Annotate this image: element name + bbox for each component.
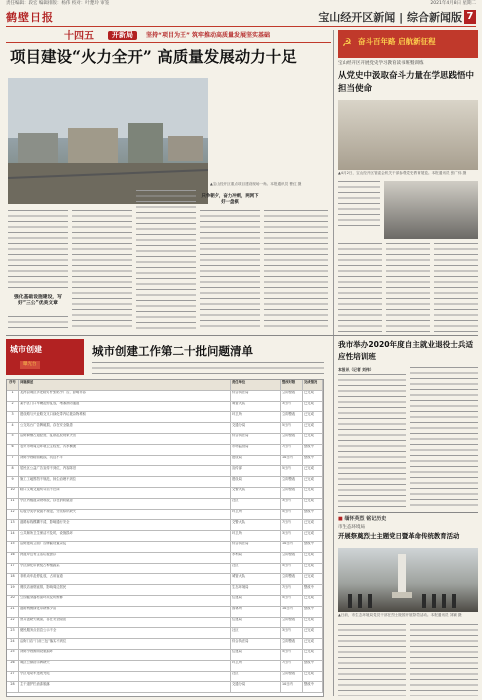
table-row bbox=[7, 391, 323, 402]
cell-desc: 施工工地围挡不规范，扬尘治理不到位 bbox=[19, 477, 231, 487]
cell-unit: 社区 bbox=[231, 499, 281, 509]
cell-no: 12 bbox=[7, 510, 19, 520]
cell-status: 已完成 bbox=[303, 553, 323, 563]
cell-status: 已完成 bbox=[303, 574, 323, 584]
cell-no: 4 bbox=[7, 423, 19, 433]
table-row bbox=[7, 574, 323, 585]
cell-desc: 农贸市场周边环境卫生较差，污水横流 bbox=[19, 445, 231, 455]
table-row bbox=[7, 423, 323, 434]
city-headline: 城市创建工作第二十批问题清单 bbox=[92, 344, 253, 358]
table-row bbox=[7, 531, 323, 542]
cell-unit: 城管大队 bbox=[231, 574, 281, 584]
cell-no: 27 bbox=[7, 672, 19, 682]
table-row bbox=[7, 477, 323, 488]
banner-tag: 十四五 bbox=[64, 31, 94, 42]
cell-unit: 综合执法局 bbox=[231, 639, 281, 649]
cell-unit: 环卫所 bbox=[231, 510, 281, 520]
issues-table bbox=[6, 379, 324, 697]
cell-deadline: 立即整改 bbox=[281, 672, 303, 682]
cell-status: 已完成 bbox=[303, 477, 323, 487]
cell-unit: 住建局 bbox=[231, 618, 281, 628]
table-row bbox=[7, 639, 323, 650]
right-bottom-col-1 bbox=[338, 624, 406, 696]
cell-unit: 社区 bbox=[231, 628, 281, 638]
right-top-photo-2 bbox=[384, 181, 478, 239]
cell-status: 已完成 bbox=[303, 412, 323, 422]
cell-status: 整改中 bbox=[303, 585, 323, 595]
banner-tag2: 开新局 bbox=[108, 31, 137, 40]
cell-status: 已完成 bbox=[303, 434, 323, 444]
mid-divider bbox=[6, 335, 478, 336]
cell-unit: 交通分局 bbox=[231, 423, 281, 433]
table-row bbox=[7, 682, 323, 693]
table-row bbox=[7, 553, 323, 564]
table-header-row bbox=[7, 380, 323, 391]
right-top-col-3 bbox=[386, 243, 430, 333]
lead-column-4 bbox=[200, 210, 260, 330]
cell-status: 已完成 bbox=[303, 596, 323, 606]
cell-status: 已完成 bbox=[303, 391, 323, 401]
cell-desc: 主干道护栏油漆脱落 bbox=[19, 682, 231, 692]
masthead bbox=[6, 9, 476, 27]
cell-unit: 环卫所 bbox=[231, 531, 281, 541]
cell-unit: 水利局 bbox=[231, 553, 281, 563]
cell-no: 8 bbox=[7, 466, 19, 476]
cell-desc: 非机动车乱停乱放，占用盲道 bbox=[19, 574, 231, 584]
cell-deadline: 7日内 bbox=[281, 520, 303, 530]
cell-status: 已完成 bbox=[303, 639, 323, 649]
cell-status: 已完成 bbox=[303, 423, 323, 433]
cell-desc: 龙河县城区多处路灯杆张贴小广告，影响市容 bbox=[19, 391, 231, 401]
right-top-headline: 从党史中汲取奋斗力量在学思践悟中担当使命 bbox=[338, 71, 475, 94]
cell-no: 17 bbox=[7, 564, 19, 574]
table-row bbox=[7, 661, 323, 672]
cell-no: 23 bbox=[7, 628, 19, 638]
cell-unit: 建设局 bbox=[231, 477, 281, 487]
cell-no: 9 bbox=[7, 477, 19, 487]
cell-deadline: 10日内 bbox=[281, 607, 303, 617]
cell-deadline: 5日内 bbox=[281, 466, 303, 476]
cell-unit: 交警大队 bbox=[231, 488, 281, 498]
cell-desc: 建设路与兴业路交叉口绿化带内垃圾杂物堆积 bbox=[19, 412, 231, 422]
cell-status: 已完成 bbox=[303, 499, 323, 509]
cell-deadline: 7日内 bbox=[281, 585, 303, 595]
cell-unit: 综合执法局 bbox=[231, 434, 281, 444]
header-deadline: 整改时限 bbox=[281, 380, 303, 390]
table-row bbox=[7, 585, 323, 596]
cell-no: 2 bbox=[7, 402, 19, 412]
cell-unit: 社区 bbox=[231, 672, 281, 682]
header-unit: 责任单位 bbox=[231, 380, 281, 390]
cell-desc: 道路两侧绿化带缺株少苗 bbox=[19, 607, 231, 617]
cell-no: 19 bbox=[7, 585, 19, 595]
cell-no: 14 bbox=[7, 531, 19, 541]
right-mid-byline: 本报讯（记者 刘伟） bbox=[338, 367, 374, 372]
table-row bbox=[7, 618, 323, 629]
cell-deadline: 5日内 bbox=[281, 423, 303, 433]
cell-deadline: 5日内 bbox=[281, 510, 303, 520]
cell-deadline: 立即整改 bbox=[281, 477, 303, 487]
table-row bbox=[7, 412, 323, 423]
cell-status: 已完成 bbox=[303, 618, 323, 628]
cell-deadline: 立即整改 bbox=[281, 553, 303, 563]
cell-desc: 道路标线模糊不清，影响通行安全 bbox=[19, 520, 231, 530]
table-row bbox=[7, 672, 323, 683]
cell-no: 3 bbox=[7, 412, 19, 422]
cell-desc: 小区绿化带被侵占种植蔬菜 bbox=[19, 564, 231, 574]
cell-desc: 沿街门店“门前三包”落实不到位 bbox=[19, 639, 231, 649]
cell-no: 1 bbox=[7, 391, 19, 401]
right-mid-col-1 bbox=[338, 374, 406, 510]
city-banner-badge: 曝光台 bbox=[20, 361, 40, 369]
cell-unit: 市场监管局 bbox=[231, 445, 281, 455]
cell-status: 已完成 bbox=[303, 488, 323, 498]
cell-no: 25 bbox=[7, 650, 19, 660]
cell-deadline: 立即整改 bbox=[281, 574, 303, 584]
cell-desc: 某小区门口车辆乱停乱放，堵塞消防通道 bbox=[19, 402, 231, 412]
cell-unit: 宣传部 bbox=[231, 466, 281, 476]
cell-desc: 小区电动车违规充电 bbox=[19, 672, 231, 682]
table-row bbox=[7, 520, 323, 531]
right-bottom-divider bbox=[338, 512, 478, 513]
cell-status: 已完成 bbox=[303, 402, 323, 412]
construction-scene-image bbox=[8, 78, 208, 204]
memorial-scene-image bbox=[338, 548, 478, 612]
cell-no: 28 bbox=[7, 682, 19, 692]
cell-desc: 公交站台广告牌破损，存在安全隐患 bbox=[19, 423, 231, 433]
cell-status: 整改中 bbox=[303, 456, 323, 466]
cell-status: 已完成 bbox=[303, 650, 323, 660]
cell-status: 已完成 bbox=[303, 466, 323, 476]
table-row bbox=[7, 402, 323, 413]
city-banner-tag: 城市创建 bbox=[10, 345, 42, 354]
right-top-col-1 bbox=[338, 181, 380, 227]
cell-status: 整改中 bbox=[303, 510, 323, 520]
cell-status: 已完成 bbox=[303, 628, 323, 638]
table-row bbox=[7, 628, 323, 639]
cell-no: 18 bbox=[7, 574, 19, 584]
right-top-caption: ▲4月2日，宝山经开区管委会机关干部参观党史教育展览。本报通讯员 张广伟 摄 bbox=[338, 171, 467, 175]
table-row bbox=[7, 466, 323, 477]
right-bottom-marker-icon: ■ bbox=[338, 516, 343, 522]
cell-unit: 环卫所 bbox=[231, 412, 281, 422]
table-row bbox=[7, 650, 323, 661]
cell-no: 7 bbox=[7, 456, 19, 466]
cell-desc: 居民区公益广告宣传不到位，内容陈旧 bbox=[19, 466, 231, 476]
table-row bbox=[7, 510, 323, 521]
lead-column-1 bbox=[8, 210, 68, 292]
right-bottom-kicker-text: 缅怀英烈 铭记历史 bbox=[344, 516, 387, 522]
right-bottom-photo bbox=[338, 548, 478, 612]
cell-desc: 窨井盖缺失破损，存在安全隐患 bbox=[19, 618, 231, 628]
page-number: 7 bbox=[464, 10, 476, 24]
lead-subhead-mid: 只争朝夕，奋力冲刺，两网下好一盘棋 bbox=[201, 194, 259, 205]
right-bottom-caption: ▲日前，市生态环境局党员干部在烈士陵园开展祭奠活动。本报通讯员 刘颖 摄 bbox=[338, 613, 462, 617]
cell-no: 21 bbox=[7, 607, 19, 617]
cell-deadline: 立即整改 bbox=[281, 618, 303, 628]
cell-no: 26 bbox=[7, 661, 19, 671]
cell-no: 10 bbox=[7, 488, 19, 498]
cell-desc: 小区内楼道杂物堆放，存在消防隐患 bbox=[19, 499, 231, 509]
table-row bbox=[7, 434, 323, 445]
cell-no: 13 bbox=[7, 520, 19, 530]
party-emblem-icon: ☭ bbox=[342, 36, 352, 49]
right-mid-col-2 bbox=[410, 367, 478, 510]
lead-column-2 bbox=[72, 210, 132, 330]
cell-unit: 生态环境局 bbox=[231, 585, 281, 595]
cell-status: 已完成 bbox=[303, 564, 323, 574]
cell-deadline: 5日内 bbox=[281, 564, 303, 574]
lead-subhead-left: 强化基础设施建设，写好“三公”优美文章 bbox=[14, 295, 62, 306]
cell-deadline: 3日内 bbox=[281, 628, 303, 638]
cell-no: 5 bbox=[7, 434, 19, 444]
cell-unit: 环卫所 bbox=[231, 661, 281, 671]
table-row bbox=[7, 542, 323, 553]
cell-deadline: 3日内 bbox=[281, 531, 303, 541]
cell-status: 整改中 bbox=[303, 661, 323, 671]
cell-status: 整改中 bbox=[303, 445, 323, 455]
cell-no: 22 bbox=[7, 618, 19, 628]
column-divider bbox=[333, 30, 334, 696]
section-title: 宝山经开区新闻 | 综合新闻版 bbox=[318, 11, 462, 24]
cell-desc: 便民服务点信息公示不全 bbox=[19, 628, 231, 638]
right-top-col-4 bbox=[434, 243, 478, 333]
meta-date: 2021年4月8日 星期二 bbox=[430, 1, 476, 6]
cell-deadline: 立即整改 bbox=[281, 434, 303, 444]
right-top-kicker: 宝山经开区开展党史学习教育读书班暨训练 bbox=[338, 61, 424, 66]
cell-status: 已完成 bbox=[303, 520, 323, 530]
cell-deadline: 10日内 bbox=[281, 542, 303, 552]
cell-no: 16 bbox=[7, 553, 19, 563]
lead-column-1b bbox=[8, 316, 68, 330]
table-row bbox=[7, 488, 323, 499]
cell-status: 已完成 bbox=[303, 672, 323, 682]
table-row bbox=[7, 499, 323, 510]
cell-unit: 住建局 bbox=[231, 596, 281, 606]
party-banner bbox=[338, 30, 478, 58]
cell-unit: 建设局 bbox=[231, 456, 281, 466]
cell-unit: 城管大队 bbox=[231, 402, 281, 412]
table-row bbox=[7, 456, 323, 467]
cell-deadline: 立即整改 bbox=[281, 488, 303, 498]
table-row bbox=[7, 445, 323, 456]
cell-desc: 公园健身器材损坏未及时维修 bbox=[19, 596, 231, 606]
right-top-col-2 bbox=[338, 243, 382, 333]
cell-deadline: 10日内 bbox=[281, 456, 303, 466]
cell-desc: 城区公厕指示牌缺失 bbox=[19, 661, 231, 671]
cell-desc: 背街小巷照明设施损坏 bbox=[19, 650, 231, 660]
cell-deadline: 3日内 bbox=[281, 402, 303, 412]
lead-banner bbox=[6, 30, 331, 43]
cell-desc: 沿街建筑立面广告牌匾设置杂乱 bbox=[19, 542, 231, 552]
city-banner bbox=[6, 339, 84, 375]
banner-subtitle: 坚持“项目为王” 筑牢推动高质量发展坚实基础 bbox=[146, 32, 270, 39]
cell-desc: 路口文明交通劝导员不在岗 bbox=[19, 488, 231, 498]
cell-desc: 垃圾分类亭设置不规范，分类标识缺失 bbox=[19, 510, 231, 520]
city-intro bbox=[92, 362, 324, 376]
cell-unit: 交通分局 bbox=[231, 682, 281, 692]
cell-deadline: 5日内 bbox=[281, 596, 303, 606]
cell-deadline: 7日内 bbox=[281, 661, 303, 671]
cell-unit: 综合执法局 bbox=[231, 391, 281, 401]
right-mid-headline: 我市举办2020年度自主就业退役士兵适应性培训班 bbox=[338, 340, 474, 361]
right-top-photo-1 bbox=[338, 100, 478, 170]
table-row bbox=[7, 607, 323, 618]
header-meta bbox=[6, 1, 476, 8]
paper-logo: 鹤壁日报 bbox=[6, 11, 54, 24]
cell-status: 整改中 bbox=[303, 542, 323, 552]
table-row bbox=[7, 564, 323, 575]
cell-no: 11 bbox=[7, 499, 19, 509]
cell-deadline: 立即整改 bbox=[281, 391, 303, 401]
party-banner-text: 奋斗百年路 启航新征程 bbox=[358, 37, 436, 46]
meta-left: 责任编辑：段宏 编辑排版：杨伟 校对：叶楚玲 审签 bbox=[6, 1, 110, 6]
cell-status: 整改中 bbox=[303, 607, 323, 617]
cell-unit: 交警大队 bbox=[231, 520, 281, 530]
right-bottom-headline: 开展祭奠烈士主题党日暨革命传统教育活动 bbox=[338, 532, 460, 540]
cell-desc: 背街小巷路面破损，坑洼不平 bbox=[19, 456, 231, 466]
header-desc: 问题描述 bbox=[19, 380, 231, 390]
right-bottom-col-2 bbox=[410, 624, 478, 696]
lead-headline: 项目建设“火力全开” 高质量发展动力十足 bbox=[10, 47, 297, 66]
cell-no: 15 bbox=[7, 542, 19, 552]
table-row bbox=[7, 596, 323, 607]
right-bottom-sub: 市生态环境局 bbox=[338, 525, 365, 530]
cell-no: 6 bbox=[7, 445, 19, 455]
cell-desc: 沿街商铺占道经营，乱摆乱放现象突出 bbox=[19, 434, 231, 444]
photo-caption: ▲宝山经开区重点项目建设现场一角。本报通讯员 曹红 摄 bbox=[210, 182, 302, 186]
cell-deadline: 3日内 bbox=[281, 499, 303, 509]
cell-deadline: 5日内 bbox=[281, 650, 303, 660]
cell-no: 24 bbox=[7, 639, 19, 649]
cell-unit: 住建局 bbox=[231, 650, 281, 660]
cell-no: 20 bbox=[7, 596, 19, 606]
cell-status: 已完成 bbox=[303, 531, 323, 541]
lead-photo bbox=[8, 78, 208, 204]
cell-desc: 餐饮店油烟直排，影响周边居民 bbox=[19, 585, 231, 595]
cell-desc: 公共厕所卫生保洁不及时，设施损坏 bbox=[19, 531, 231, 541]
cell-deadline: 10日内 bbox=[281, 682, 303, 692]
cell-status: 整改中 bbox=[303, 682, 323, 692]
cell-unit: 综合执法局 bbox=[231, 542, 281, 552]
cell-unit: 园林所 bbox=[231, 607, 281, 617]
header-no: 序号 bbox=[7, 380, 19, 390]
cell-desc: 河道岸边有生活垃圾漂浮 bbox=[19, 553, 231, 563]
lead-column-3 bbox=[136, 190, 196, 330]
right-bottom-kicker bbox=[338, 516, 478, 524]
lead-column-5 bbox=[264, 210, 328, 330]
cell-deadline: 立即整改 bbox=[281, 639, 303, 649]
cell-unit: 社区 bbox=[231, 564, 281, 574]
cell-deadline: 立即整改 bbox=[281, 412, 303, 422]
header-status: 完成情况 bbox=[303, 380, 323, 390]
cell-deadline: 7日内 bbox=[281, 445, 303, 455]
